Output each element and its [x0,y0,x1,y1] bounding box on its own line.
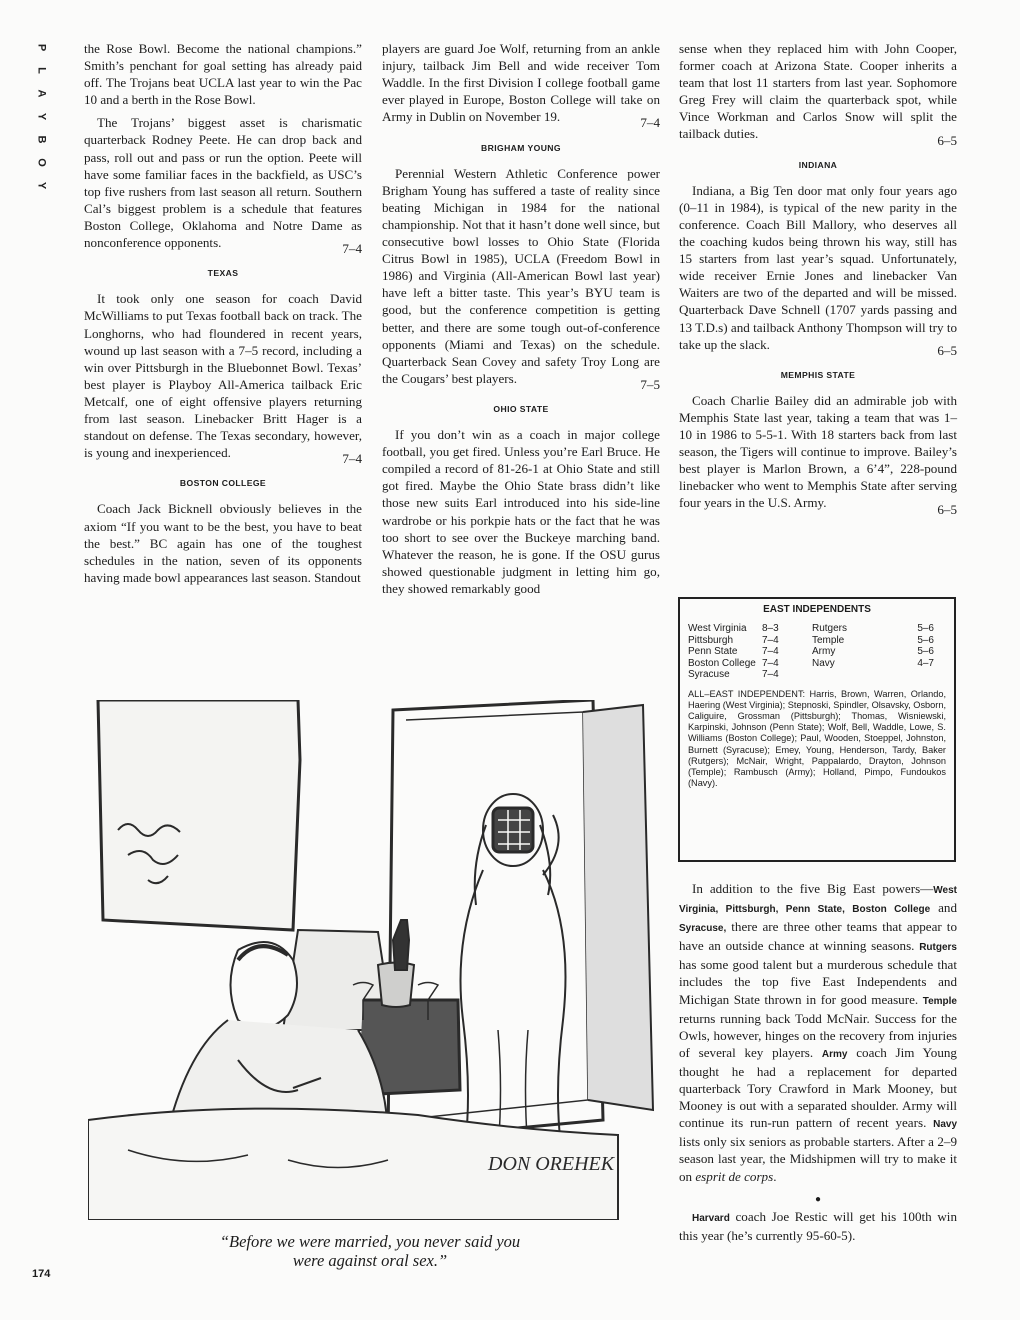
east-text-1: In addition to the five Big East powers— [692,881,934,896]
sidebar-letter: B [35,135,48,144]
sidebar-letter: O [35,158,48,167]
byu-rating: 7–5 [640,376,660,392]
team-record: 5–6 [917,646,934,657]
wife-body [461,870,566,1160]
byu-paragraph [382,165,660,387]
indiana-heading: INDIANA [798,159,838,170]
standing-row [688,646,812,658]
bc-rating: 7–4 [640,115,660,131]
harvard-text: coach Joe Restic will get his 100th win this year (he’s currently 95-60-5). [679,1208,957,1243]
team-record: 7–4 [762,657,779,669]
team-name: Navy [812,657,835,669]
east-text-5: coach Jim Young thought he had a replacement for departed quarterback Tory Crawford in Mark Mooney, but Mooney is out with a separated shoulder. Army will continue its run-run pattern of recent years. [679,1044,957,1131]
memphis-paragraph [679,392,957,512]
cartoon-illustration [88,700,658,1220]
texas-text: It took only one season for coach David McWilliams to put Texas football back on track. The Longhorns, who had floundered in recent years, wound up last season with a 7–5 record, including a win over Pittsburgh in the Bluebonnet Bowl. Texas’ best player is Playboy All-America tailback Eric Metcalf, one of eight offensive players returning from last season. Linebacker Britt Hager is a standout on defense. The Texas secondary, however, is young and inexperienced. [84,291,362,461]
sidebar-letter: P [35,43,48,52]
team-record: 5–6 [917,634,934,646]
indiana-rating: 6–5 [937,342,957,358]
osu-paragraph: If you don’t win as a coach in major college football, you get fired. Unless you’re Earl Bruce. He compiled a record of 81-26-1 at Ohio State and still got fired. Maybe the Ohio State brass didn’t like those new suits Earl introduced into his side-line wardrobe or his porkpie hats or the fact that he was too short to see over the Buckeye marching band. Whatever the reason, he is gone. If the OSU gurus showed questionable judgment in letting him go, they showed remarkably good [382,427,660,596]
east-text-2: there are three other teams that appear to have an outside chance at winning seasons. [679,919,957,954]
catcher-mask [493,808,533,852]
team-name: Army [812,646,836,657]
team-record: 7–4 [762,634,779,646]
team-name: Boston College [688,657,756,669]
memphis-heading: MEMPHIS STATE [780,369,856,380]
texas-paragraph [84,290,362,461]
sidebar-letter: Y [35,181,48,190]
esprit-de-corps: esprit de corps [695,1168,774,1184]
memphis-text: Coach Charlie Bailey did an admirable job with Memphis State last year, taking a team that was 1–10 in 1986 to 5-5-1. With 18 starters back from last season, the Tigers will continue to improve. Bailey’s best player is Marlon Brown, a 6’4”, 228-pound linebacker who went to Memphis State after serving four years in the U.S. Army. [679,392,957,511]
open-door [583,705,653,1110]
indiana-text: Indiana, a Big Ten door mat only four years ago (0–11 in 1984), is typical of the new parity in the conference. Coach Bill Mallory, who deserves all the coaching kudos being thrown his way, still has 15 starters from last year’s squad. Unfortunately, wide receiver Ernie Jones and linebacker Van Waiters are two of the departed and will be missed. Quarterback Dave Schnell (1707 yards passing and 13 T.D.s) and tailback Anthony Thompson will try to take up the slack. [679,182,957,352]
standing-row [812,623,934,635]
byu-heading: BRIGHAM YOUNG [480,142,561,153]
sidebar-letter: L [35,67,48,74]
east-bold-syracuse: Syracuse, [679,923,727,935]
team-name: Pittsburgh [688,634,734,646]
standings-right [812,623,934,681]
temple-label: Temple [922,995,957,1007]
east-and: and [930,900,957,916]
column-3-bottom [679,880,957,1250]
osu-heading: OHIO STATE [493,403,549,414]
bc-heading: BOSTON COLLEGE [179,478,267,489]
artist-signature: DON OREHEK [488,1153,615,1175]
texas-heading: TEXAS [207,268,239,279]
team-record: 7–4 [762,669,779,680]
east-paragraph [679,880,957,1185]
all-east-team: ALL–EAST INDEPENDENT: Harris, Brown, Warren, Orlando, Haering (West Virginia); Stepnoski, Spindler, Olsavsky, Osborn, Caliguire, Grossman (Pittsburgh); Thomas, Wisniewski, Karpinski, Johnson (Penn State); Wolf, Bell, Waddle, Lowe, S. Williams (Boston College); Paul, Wooden, Stoeppel, Johnston, Burnett (Syracuse); Emey, Young, Henderson, Tardy, Baker (Rutgers); McNair, Wright, Pappalardo, Drayton, Johnson (Temple); Rambusch (Army); Holland, Pimpo, Fundoukos (Navy). [688,688,946,789]
page-number: 174 [32,1268,51,1280]
standing-row [688,623,812,635]
standing-row [688,669,812,681]
standing-row [688,635,812,647]
east-bold-teams: West Virginia, Pittsburgh, Penn State, Boston College [679,885,957,916]
sidebar-letter: A [35,89,48,98]
caption-line-1: “Before we were married, you never said you [219,1232,521,1251]
standings-left [688,623,812,681]
osu-rating: 6–5 [937,132,957,148]
team-name: Temple [812,634,845,646]
team-record: 4–7 [917,657,934,669]
indiana-paragraph [679,182,957,353]
cartoon-caption [120,1232,620,1270]
caption-line-2: were against oral sex.” [292,1251,448,1270]
texas-rating: 7–4 [342,451,362,467]
team-record: 7–4 [762,646,779,657]
rutgers-label: Rutgers [919,942,957,954]
east-end: . [773,1168,777,1184]
bullet-dot: ● [814,1193,822,1205]
usc-paragraph-2 [84,114,362,251]
navy-label: Navy [933,1119,957,1131]
team-name: Penn State [688,646,738,657]
column-3 [679,40,957,518]
team-name: Rutgers [812,623,848,634]
usc-rating: 7–4 [342,241,362,257]
column-1 [84,40,362,592]
memphis-rating: 6–5 [937,501,957,517]
east-independents-box [678,597,956,862]
column-2 [382,40,660,603]
usc-text: The Trojans’ biggest asset is charismatic quarterback Rodney Peete. He can drop back and pass, roll out and pass or run the option. Peete will have some familiar faces in the backfield, as USC’s top five rushers from last season all return. Southern Cal’s biggest problem is a schedule that features Boston College, Oklahoma and Notre Dame as nonconference opponents. [84,115,362,251]
standing-row [688,658,812,670]
osu-paragraph-cont: sense when they replaced him with John Cooper, former coach at Arizona State. Cooper inherits a team that lost 11 starters from last year. Sophomore Greg Frey will claim the quarterback spot, while Vince Workman and Carlos Snow will split the tailback duties. [679,41,957,142]
usc-paragraph-1: the Rose Bowl. Become the national champions.” Smith’s penchant for goal setting has already paid off. The Trojans beat UCLA last year to win the Pac 10 and a berth in the Rose Bowl. [84,41,362,108]
byu-text: Perennial Western Athletic Conference power Brigham Young has suffered a taste of reality since beating Michigan in 1984 for the national championship. Not that it hasn’t done well since, but consecutive bowl losses to Ohio State (Florida Citrus Bowl in 1985), UCLA (Freedom Bowl in 1986) and Virginia (All-American Bowl last year) have left a bitter taste. This year’s BYU team is good, but the conference competition is getting better, and there are some tough out-of-conference opponents (Miami and Texas) on the schedule. Quarterback Sean Covey and safety Troy Long are the Cougars’ best players. [382,165,660,386]
bc-paragraph: Coach Jack Bicknell obviously believes in the axiom “If you want to be the best, you have to beat the best.” BC again has one of the toughest schedules in the nation, seven of its opponents having made bowl appearances last season. Standout [84,501,362,585]
team-name: West Virginia [688,623,747,634]
wall-picture [98,700,300,930]
standing-row [812,646,934,658]
east-text-3: has some good talent but a murderous schedule that includes the top five East Independents and Michigan State thrown in for good measure. [679,957,957,1007]
playboy-sidebar [30,36,52,197]
east-text-6: lists only six seniors as probable starters. After a 2–9 season last year, the Midshipmen will try to make it on [679,1134,957,1184]
harvard-paragraph [679,1208,957,1244]
standing-row [812,635,934,647]
team-record: 5–6 [917,623,934,634]
army-label: Army [821,1048,848,1060]
box-title: EAST INDEPENDENTS [763,604,871,615]
standing-row [812,658,934,670]
bc-paragraph-cont: players are guard Joe Wolf, returning from an ankle injury, tailback Jim Bell and wide receiver Tom Waddle. In the first Division I college football game ever played in Europe, Boston College will take on Army in Dublin on November 19. [382,41,660,125]
harvard-label: Harvard [692,1212,730,1224]
team-name: Syracuse [688,669,730,680]
sidebar-letter: Y [35,112,48,121]
team-record: 8–3 [762,623,779,634]
champagne-bottle [393,920,409,970]
east-text-4: returns running back Todd McNair. Success for the Owls, however, hinges on the recovery from injuries of several key players. [679,1010,957,1060]
standings [688,623,946,681]
